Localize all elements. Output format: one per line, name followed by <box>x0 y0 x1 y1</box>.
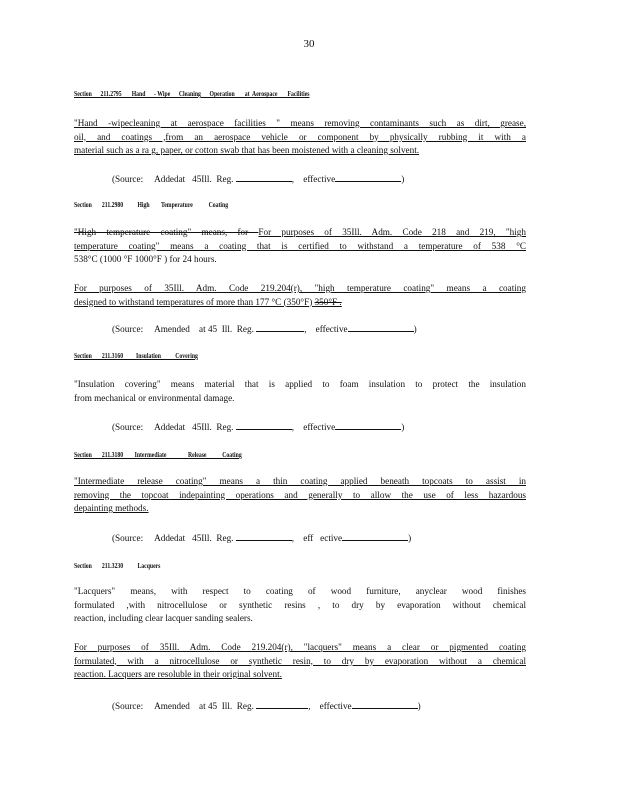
source-action: Addedat 45Ill. Reg. <box>154 533 234 543</box>
source-effective: effective <box>315 324 348 334</box>
paragraph-lacquers-219 <box>74 641 526 682</box>
inserted-text: designed to withstand temperatures of more than 177 °C (350°F) <box>74 296 315 307</box>
source-action: Addedat 45Ill. Reg. <box>154 422 234 432</box>
effective-blank <box>348 322 414 332</box>
register-blank <box>256 322 304 332</box>
text-line <box>74 296 526 310</box>
text-line: formulated, with a nitrocellulose or synthetic resin, to dry by evaporation without a chemical <box>74 655 526 666</box>
register-blank <box>236 531 292 541</box>
source-prefix: (Source: <box>112 174 144 184</box>
text-line: reaction. Lacquers are resoluble in their original solvent. <box>74 669 282 679</box>
register-blank <box>256 699 308 709</box>
struck-text: 350°F . <box>314 296 342 307</box>
text-line: removing the topcoat indepainting operations and generally to allow the use of less hazardous <box>74 489 526 500</box>
paragraph-hand-wipe-definition <box>74 117 526 158</box>
section-heading-211-2980: Section 211.2980 High Temperature Coating <box>74 201 229 209</box>
text-line: For purposes of 35Ill. Adm. Code 219.204(r), "lacquers" means a clear or pigmented coating <box>74 642 526 652</box>
text-line: 538°C (1000 °F 1000°F ) for 24 hours. <box>74 254 217 264</box>
section-heading-211-3230: Section 211.3230 Lacquers <box>74 562 161 570</box>
register-blank <box>236 172 292 182</box>
paragraph-high-temp-219 <box>74 282 526 309</box>
source-action: Amended at 45 Ill. Reg. <box>154 701 254 711</box>
effective-blank <box>342 531 408 541</box>
source-prefix: (Source: <box>112 324 144 334</box>
source-prefix: (Source: <box>112 701 144 711</box>
paragraph-insulation-definition <box>74 378 526 405</box>
source-note: (Source: Amended at 45 Ill. Reg. , effective ) <box>112 701 421 711</box>
text-line: For purposes of 35Ill. Adm. Code 219.204(r), "high temperature coating" means a coating <box>74 283 526 293</box>
text-line: "Intermediate release coating" means a thin coating applied beneath topcoats to assist in <box>74 476 526 486</box>
register-blank <box>236 420 292 430</box>
source-note: (Source: Addedat 45Ill. Reg. , eff ective ) <box>112 533 412 543</box>
struck-text: "High temperature coating" means, for <box>74 227 259 237</box>
text-line: oil, and coatings ,from an aerospace vehicle or component by physically rubbing it with a <box>74 131 526 142</box>
text-line: "Hand -wipecleaning at aerospace facilities " means removing contaminants such as dirt, grease, <box>74 118 526 128</box>
section-heading-211-2795: Section 211.2795 Hand - Wipe Cleaning Operation at Aerospace Facilities <box>74 90 310 98</box>
source-action: Addedat 45Ill. Reg. <box>154 174 234 184</box>
source-prefix: (Source: <box>112 422 144 432</box>
section-heading-211-3160: Section 211.3160 Insulation Covering <box>74 352 198 360</box>
paragraph-high-temp-definition <box>74 226 526 267</box>
effective-blank <box>352 699 418 709</box>
source-effective: effective <box>319 701 352 711</box>
text-line <box>74 226 526 240</box>
paragraph-intermediate-release-definition <box>74 475 526 516</box>
text-line: material such as a ra g, paper, or cotton swab that has been moistened with a cleaning solvent. <box>74 145 420 155</box>
source-effective: eff ective <box>303 533 343 543</box>
source-effective: effective <box>303 174 336 184</box>
text-line: temperature coating" means a coating that is certified to withstand a temperature of 538 °C <box>74 240 526 251</box>
page-number: 30 <box>303 38 315 50</box>
text-line: "Lacquers" means, with respect to coating of wood furniture, anyclear wood finishes <box>74 586 526 596</box>
source-effective: effective <box>303 422 336 432</box>
source-note: (Source: Amended at 45 Ill. Reg. , effective ) <box>112 324 417 334</box>
source-note: (Source: Addedat 45Ill. Reg. , effective ) <box>112 174 405 184</box>
source-action: Amended at 45 Ill. Reg. <box>154 324 254 334</box>
section-heading-211-3180: Section 211.3180 Intermediate Release Coating <box>74 451 242 459</box>
text-line: formulated ,with nitrocellulose or synthetic resins , to dry by evaporation without chemical <box>74 599 526 610</box>
text-line: depainting methods. <box>74 503 149 513</box>
inserted-text: For purposes of 35Ill. Adm. Code 218 and 219, "high <box>258 227 526 237</box>
effective-blank <box>335 172 401 182</box>
effective-blank <box>335 420 401 430</box>
source-note: (Source: Addedat 45Ill. Reg. , effective ) <box>112 422 405 432</box>
text-line: "Insulation covering" means material that is applied to foam insulation to protect the insulation <box>74 379 526 389</box>
paragraph-lacquers-definition <box>74 585 526 626</box>
text-line: from mechanical or environmental damage. <box>74 392 235 403</box>
text-line: reaction, including clear lacquer sanding sealers. <box>74 613 253 623</box>
source-prefix: (Source: <box>112 533 144 543</box>
